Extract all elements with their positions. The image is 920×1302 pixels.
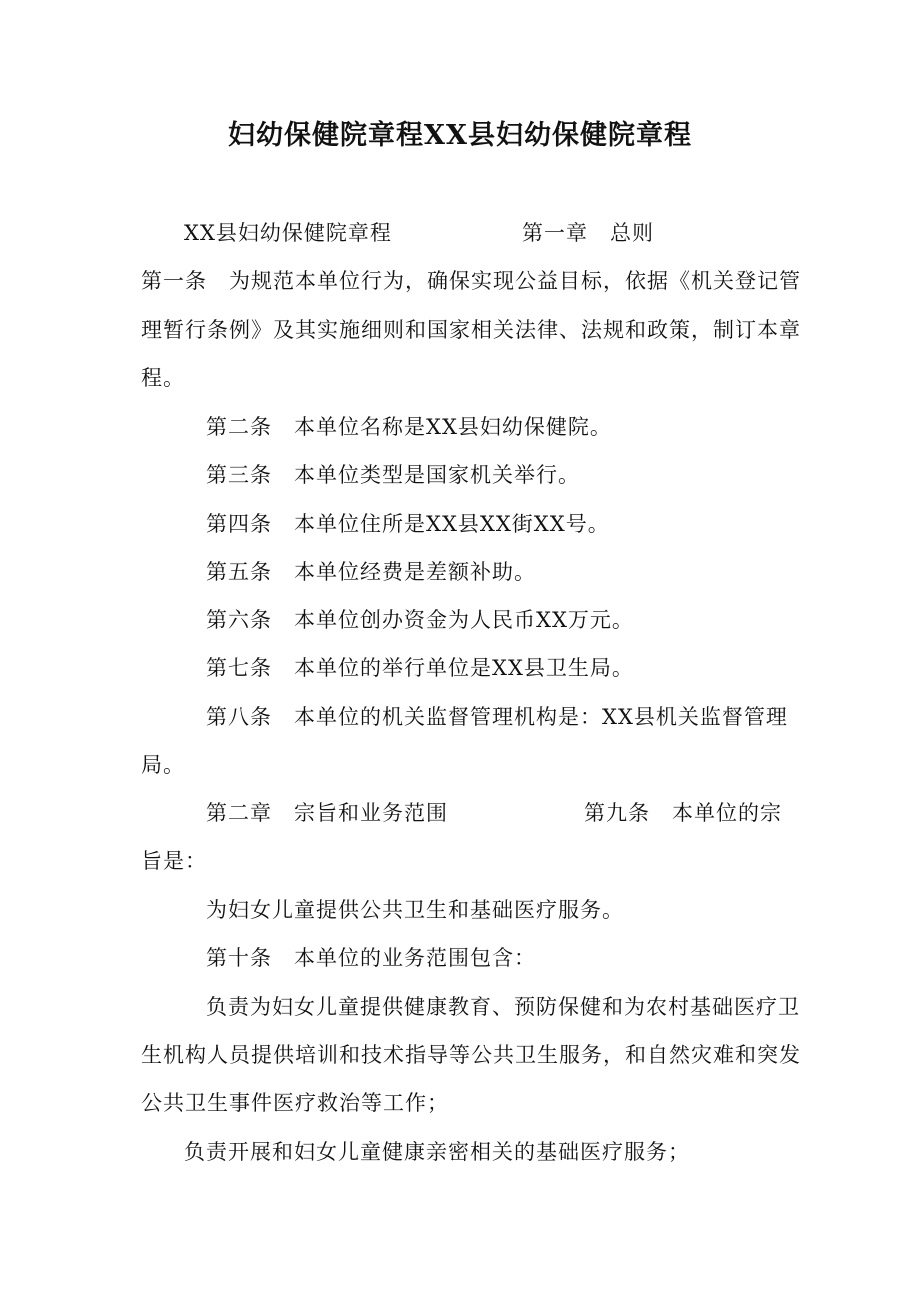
article-7: 第七条 本单位的举行单位是XX县卫生局。 <box>206 656 634 680</box>
article-4: 第四条 本单位住所是XX县XX街XX号。 <box>206 512 610 536</box>
document-title: 妇幼保健院章程XX县妇幼保健院章程 <box>228 120 692 151</box>
purpose-text: 为妇女儿童提供公共卫生和基础医疗服务。 <box>206 898 624 922</box>
chapter-2-heading: 第二章 宗旨和业务范围 <box>206 801 448 825</box>
scope-1-line-2: 生机构人员提供培训和技术指导等公共卫生服务，和自然灾难和突发 <box>141 1043 801 1067</box>
article-10: 第十条 本单位的业务范围包含： <box>206 946 536 970</box>
chapter-1-heading: 第一章 总则 <box>522 221 654 245</box>
article-6: 第六条 本单位创办资金为人民币XX万元。 <box>206 608 634 632</box>
article-1-line-1: 第一条 为规范本单位行为，确保实现公益目标，依据《机关登记管 <box>141 269 801 293</box>
article-8-line-1: 第八条 本单位的机关监督管理机构是：XX县机关监督管理 <box>206 705 788 729</box>
article-5: 第五条 本单位经费是差额补助。 <box>206 560 536 584</box>
article-2: 第二条 本单位名称是XX县妇幼保健院。 <box>206 415 612 439</box>
header-left-text: XX县妇幼保健院章程 <box>184 221 392 245</box>
article-1-line-3: 程。 <box>141 366 185 390</box>
article-1-line-2: 理暂行条例》及其实施细则和国家相关法律、法规和政策，制订本章 <box>141 318 801 342</box>
article-9-line-1: 第九条 本单位的宗 <box>584 801 782 825</box>
scope-2: 负责开展和妇女儿童健康亲密相关的基础医疗服务； <box>184 1140 690 1164</box>
scope-1-line-1: 负责为妇女儿童提供健康教育、预防保健和为农村基础医疗卫 <box>206 995 800 1019</box>
article-8-line-2: 局。 <box>141 753 185 777</box>
article-3: 第三条 本单位类型是国家机关举行。 <box>206 463 580 487</box>
scope-1-line-3: 公共卫生事件医疗救治等工作； <box>141 1091 449 1115</box>
article-9-line-2: 旨是： <box>141 849 207 873</box>
